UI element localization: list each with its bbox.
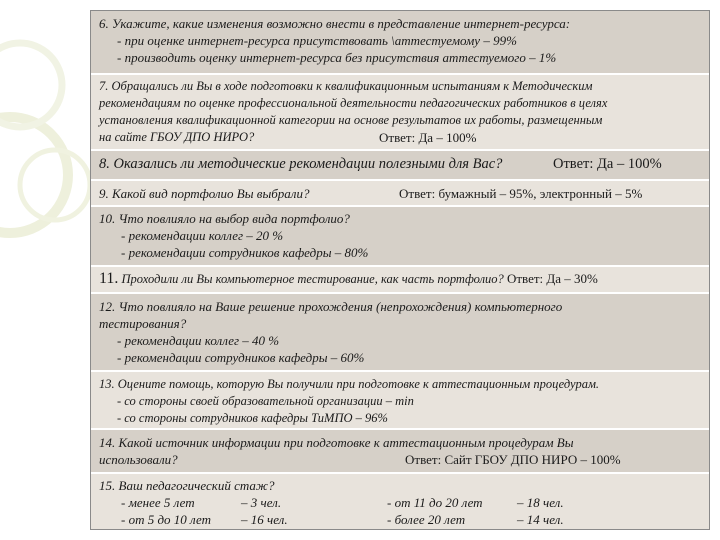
q14-line1: 14. Какой источник информации при подготовке к аттестационным процедурам Вы [99,435,574,450]
q8-answer: Ответ: Да – 100% [553,156,662,172]
q8-line [99,156,701,173]
row-q6 [91,11,709,75]
q13-question: 13. Оцените помощь, которую Вы получили при подготовке к аттестационным процедурам. [99,377,600,391]
row-q8 [91,151,709,181]
q7-line3: установления квалификационной категории на основе результатов их работы, размещенным [99,113,603,127]
q12-item1: - рекомендации коллег – 40 % [117,333,280,348]
q15-b2-value: – 14 чел. [517,512,564,527]
q6-item2: - производить оценку интернет-ресурса без присутствия аттестуемого – 1% [117,50,557,65]
q9-question: 9. Какой вид портфолио Вы выбрали? [99,186,310,201]
row-q11 [91,267,709,294]
row-q7 [91,75,709,151]
q13-item1: - со стороны своей образовательной организации – min [117,394,414,408]
q15-b1: - от 11 до 20 лет [387,495,483,510]
row-q12 [91,294,709,372]
q11-question: Проходили ли Вы компьютерное тестирование, как часть портфолио? [121,272,504,286]
row-q13 [91,372,709,430]
q15-a2: - от 5 до 10 лет [121,512,212,527]
q15-a1-value: – 3 чел. [241,495,282,510]
q15-a1: - менее 5 лет [121,495,195,510]
q15-question: 15. Ваш педагогический стаж? [99,478,275,493]
q11-number: 11. [99,270,119,287]
q12-item2: - рекомендации сотрудников кафедры – 60% [117,350,365,365]
q7-answer: Ответ: Да – 100% [379,130,477,145]
q15-a2-value: – 16 чел. [241,512,288,527]
q15-line1 [99,494,701,511]
survey-results-table [90,10,710,530]
q15-b2: - более 20 лет [387,512,466,527]
q14-answer: Ответ: Сайт ГБОУ ДПО НИРО – 100% [405,452,621,467]
q7-line2: рекомендациям по оценке профессиональной деятельности педагогических работников в целях [99,96,608,110]
q12-line2: тестирования? [99,316,187,331]
q6-question: 6. Укажите, какие изменения возможно внести в представление интернет-ресурса: [99,16,571,31]
row-q10 [91,207,709,267]
q15-line2 [99,511,701,528]
q11-line [99,270,701,288]
row-q15 [91,474,709,529]
q11-answer: Ответ: Да – 30% [506,271,598,286]
decorative-rings [0,0,100,540]
q14-question-end: использовали? [99,452,178,467]
q8-question: 8. Оказались ли методические рекомендации полезными для Вас? [99,156,503,172]
row-q14 [91,430,709,474]
q15-b1-value: – 18 чел. [517,495,564,510]
q10-question: 10. Что повлияло на выбор вида портфолио? [99,211,350,226]
q12-line1: 12. Что повлияло на Ваше решение прохождения (непрохождения) компьютерного [99,299,563,314]
q14-line2 [99,451,701,468]
q7-line1: 7. Обращались ли Вы в ходе подготовки к квалификационным испытаниям к Методическим [99,79,593,93]
row-q9 [91,181,709,207]
q6-item1: - при оценке интернет-ресурса присутствовать \аттестуемому – 99% [117,33,517,48]
q10-item2: - рекомендации сотрудников кафедры – 80% [121,245,369,260]
q7-question-end: на сайте ГБОУ ДПО НИРО? [99,130,255,144]
q10-item1: - рекомендации коллег – 20 % [121,228,284,243]
q7-line4 [99,129,701,146]
q9-answer: Ответ: бумажный – 95%, электронный – 5% [399,186,643,201]
q13-item2: - со стороны сотрудников кафедры ТиМПО – 96% [117,411,388,425]
q9-line [99,185,701,202]
